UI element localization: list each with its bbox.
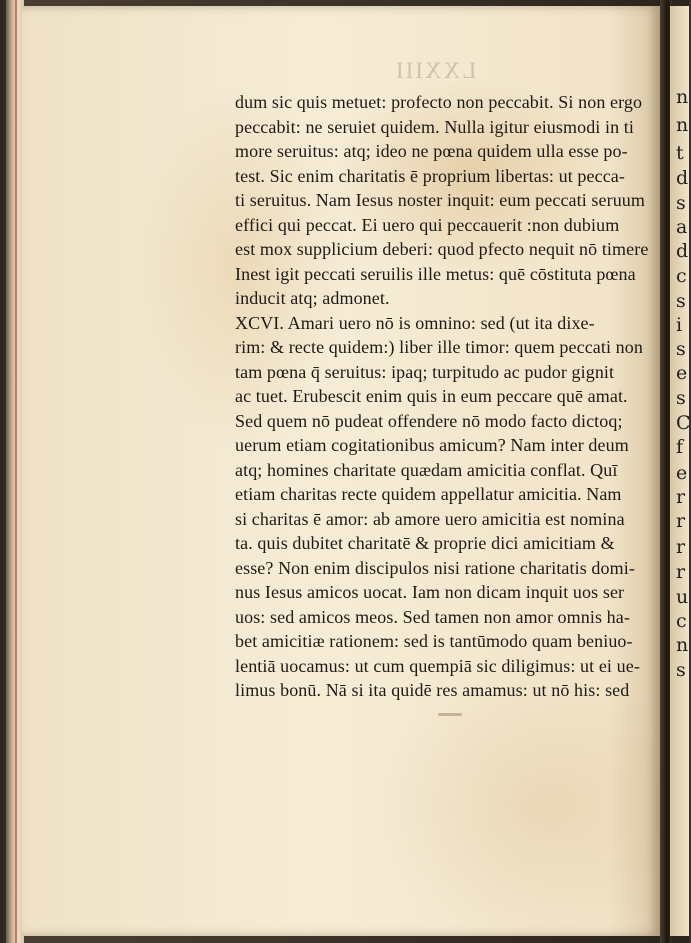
text-line: lentiā uocamus: ut cum quempiā sic diligimus: ut ei ue- — [235, 655, 640, 676]
facing-page-strip — [670, 6, 689, 936]
facing-page-letter: e — [676, 362, 688, 384]
facing-page-letter: r — [676, 510, 686, 532]
text-line: ac tuet. Erubescit enim quis in eum peccare quē amat. — [235, 386, 628, 406]
facing-page-letter: s — [676, 192, 686, 214]
facing-page-letter: i — [676, 314, 683, 336]
text-line: limus bonū. Nā si ita quidē res amamus: ut nō his: sed — [235, 680, 630, 700]
text-line: uerum etiam cogitationibus amicum? Nam inter deum — [235, 435, 629, 455]
facing-page-letter: a — [676, 216, 688, 238]
facing-page-letter: s — [676, 659, 686, 681]
text-line: Inest igit peccati seruilis ille metus: quē cōstituta pœna — [235, 263, 636, 284]
text-line: effici qui peccat. Ei uero qui peccauerit :non dubium — [235, 214, 620, 235]
text-line: etiam charitas recte quidem appellatur amicitia. Nam — [235, 484, 622, 504]
text-line: atq; homines charitate quædam amicitia conflat. Quī — [235, 459, 618, 480]
facing-page-letter: n — [676, 114, 689, 136]
text-line: peccabit: ne seruiet quidem. Nulla igitur eiusmodi in ti — [235, 116, 635, 137]
text-block — [235, 90, 663, 703]
text-line: rim: & recte quidem:) liber ille timor: quem peccati non — [235, 337, 643, 357]
text-line: uos: sed amicos meos. Sed tamen non amor omnis ha- — [235, 606, 630, 627]
facing-page-letter: s — [676, 290, 686, 312]
facing-page-letter: d — [676, 167, 689, 189]
book-page — [22, 6, 660, 936]
facing-page-letter: c — [676, 265, 687, 287]
facing-page-letter: u — [676, 586, 689, 608]
ink-smudge — [438, 713, 462, 716]
text-line: bet amicitiæ rationem: sed is tantūmodo quam beniuo- — [235, 631, 633, 651]
text-line: ti seruitus. Nam Iesus noster inquit: eum peccati seruum — [235, 190, 646, 210]
text-line: more seruitus: atq; ideo ne pœna quidem ulla esse po- — [235, 141, 628, 161]
text-line: dum sic quis metuet: profecto non peccabit. Si non ergo — [235, 92, 643, 112]
text-line: XCVI. Amari uero nō is omnino: sed (ut ita dixe- — [235, 312, 595, 333]
facing-page-letter: r — [676, 561, 686, 583]
facing-page-letter: n — [676, 634, 689, 656]
facing-page-letter: r — [676, 486, 686, 508]
text-line: si charitas ē amor: ab amore uero amicitia est nomina — [235, 508, 625, 529]
text-line: inducit atq; admonet. — [235, 288, 390, 308]
facing-page-letter: s — [676, 338, 686, 360]
facing-page-letter: t — [676, 142, 684, 164]
text-line: est mox supplicium deberi: quod pfecto nequit nō timere — [235, 239, 649, 259]
facing-page-letter: n — [676, 86, 689, 108]
text-line: Sed quem nō pudeat offendere nō modo facto dictoq; — [235, 410, 623, 431]
text-line: test. Sic enim charitatis ē proprium libertas: ut pecca- — [235, 165, 625, 186]
folio-show-through: LXXIII — [394, 58, 477, 83]
text-line: tam pœna q̄ seruitus: ipaq; turpitudo ac pudor gignit — [235, 361, 615, 382]
facing-page-letter: s — [676, 387, 686, 409]
text-line: ta. quis dubitet charitatē & proprie dici amicitiam & — [235, 533, 615, 553]
facing-page-letter: c — [676, 610, 687, 632]
facing-page-letter: r — [676, 536, 686, 558]
facing-page-letter: d — [676, 240, 689, 262]
text-line: esse? Non enim discipulos nisi ratione charitatis domi- — [235, 557, 635, 578]
facing-page-letter: e — [676, 462, 688, 484]
facing-page-letter: C — [676, 412, 691, 434]
facing-page-letter: f — [676, 436, 684, 458]
text-line: nus Iesus amicos uocat. Iam non dicam inquit uos ser — [235, 582, 625, 602]
